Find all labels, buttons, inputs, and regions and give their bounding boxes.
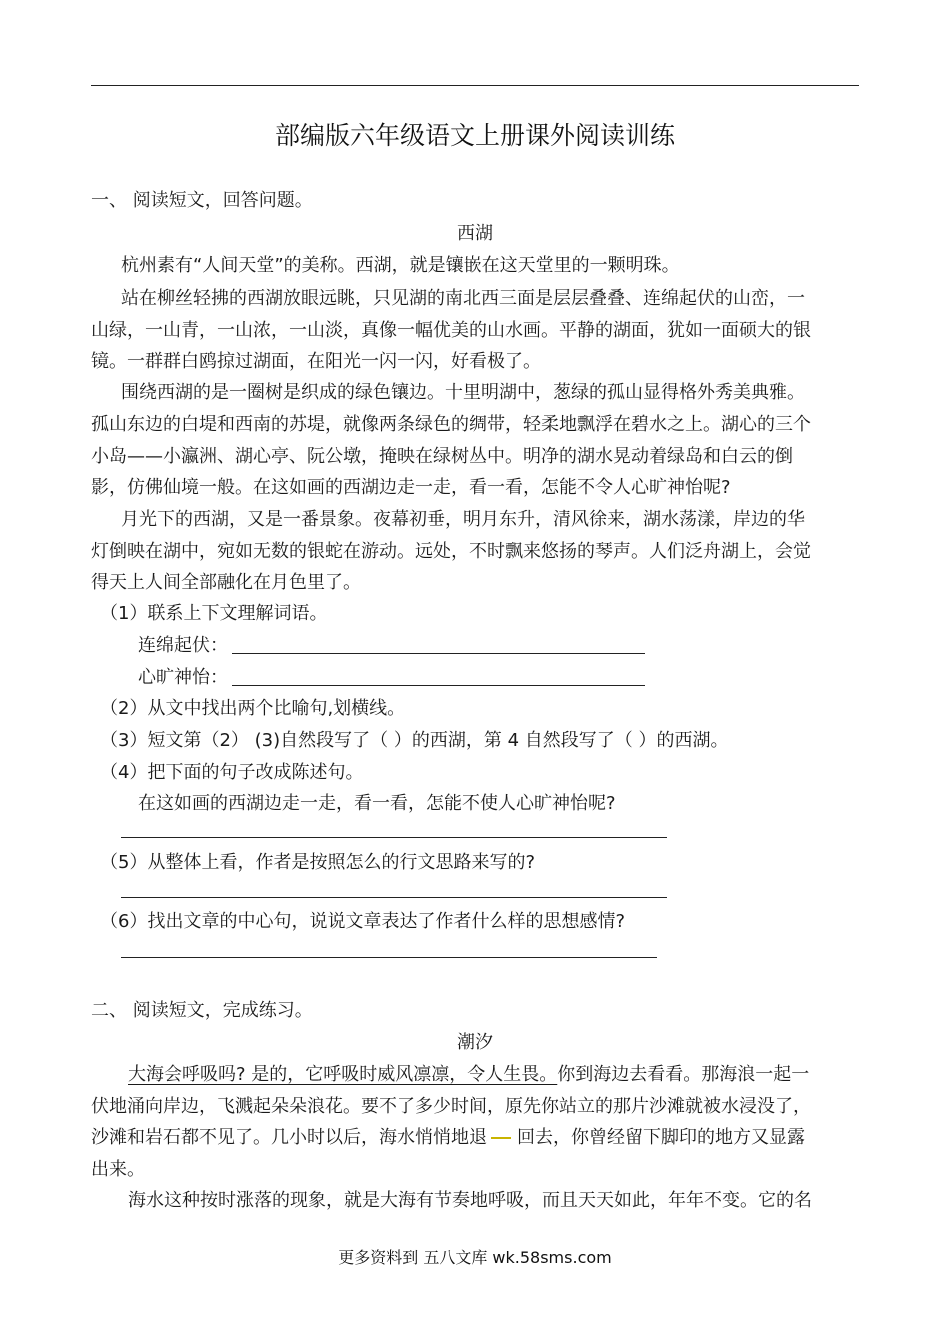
section1-passage-title: 西湖 xyxy=(457,223,493,244)
question-4: （4）把下面的句子改成陈述句。 xyxy=(100,762,364,783)
question-2: （2）从文中找出两个比喻句,划横线。 xyxy=(100,698,406,719)
footer: 更多资料到 五八文库 wk.58sms.com xyxy=(338,1248,612,1267)
passage-line: 月光下的西湖，又是一番景象。夜幕初垂，明月东升，清风徐来，湖水荡漾，岸边的华 xyxy=(121,509,805,530)
answer-line-5[interactable] xyxy=(121,897,667,898)
passage-line: 出来。 xyxy=(91,1159,145,1180)
document-title: 部编版六年级语文上册课外阅读训练 xyxy=(274,121,675,150)
answer-line-1b[interactable] xyxy=(232,685,645,686)
question-1b-label: 心旷神怡： xyxy=(138,667,228,688)
question-1: （1）联系上下文理解词语。 xyxy=(100,603,328,624)
passage-line: 围绕西湖的是一圈树是织成的绿色镶边。十里明湖中，葱绿的孤山显得格外秀美典雅。 xyxy=(121,382,805,403)
passage-text: 沙滩和岩石都不见了。几小时以后，海水悄悄地退 xyxy=(91,1127,487,1148)
section2-heading: 二、 阅读短文，完成练习。 xyxy=(91,1000,313,1021)
passage-line xyxy=(91,1123,805,1149)
passage-text: 回去，你曾经留下脚印的地方又显露 xyxy=(517,1127,805,1148)
section1-heading: 一、 阅读短文，回答问题。 xyxy=(91,190,313,211)
underlined-sentence: 大海会呼吸吗? 是的，它呼吸时威风凛凛，令人生畏。 xyxy=(128,1064,558,1085)
answer-line-4[interactable] xyxy=(121,837,667,838)
passage-line: 镜。一群群白鸥掠过湖面，在阳光一闪一闪，好看极了。 xyxy=(91,351,541,372)
passage-line: 海水这种按时涨落的现象，就是大海有节奏地呼吸，而且天天如此，年年不变。它的名 xyxy=(128,1190,812,1211)
question-5: （5）从整体上看，作者是按照怎么的行文思路来写的? xyxy=(100,852,536,873)
passage-line: 站在柳丝轻拂的西湖放眼远眺，只见湖的南北西三面是层层叠叠、连绵起伏的山峦，一 xyxy=(121,288,805,309)
passage-text: 你到海边去看看。那海浪一起一 xyxy=(557,1064,810,1085)
answer-line-6[interactable] xyxy=(121,957,657,958)
passage-line: 灯倒映在湖中，宛如无数的银蛇在游动。远处，不时飘来悠扬的琴声。人们泛舟湖上，会觉 xyxy=(91,541,811,562)
question-6: （6）找出文章的中心句，说说文章表达了作者什么样的思想感情? xyxy=(100,911,626,932)
passage-line: 影，仿佛仙境一般。在这如画的西湖边走一走，看一看，怎能不令人心旷神怡呢? xyxy=(91,477,731,498)
top-rule xyxy=(91,85,859,86)
passage-line: 山绿，一山青，一山浓，一山淡，真像一幅优美的山水画。平静的湖面，犹如一面硕大的银 xyxy=(91,320,811,341)
passage-line: 伏地涌向岸边，飞溅起朵朵浪花。要不了多少时间，原先你站立的那片沙滩就被水浸没了， xyxy=(91,1096,811,1117)
question-3: （3）短文第（2） (3)自然段写了（ ）的西湖，第 4 自然段写了（ ）的西湖。 xyxy=(100,730,729,751)
section2-passage-title: 潮汐 xyxy=(457,1032,493,1053)
passage-line: 孤山东边的白堤和西南的苏堤，就像两条绿色的绸带，轻柔地飘浮在碧水之上。湖心的三个 xyxy=(91,414,811,435)
question-4-sentence: 在这如画的西湖边走一走，看一看，怎能不使人心旷神怡呢? xyxy=(138,793,616,814)
passage-line xyxy=(128,1060,809,1086)
question-1a-label: 连绵起伏： xyxy=(138,635,228,656)
passage-line: 得天上人间全部融化在月色里了。 xyxy=(91,572,361,593)
answer-line-1a[interactable] xyxy=(232,653,645,654)
highlight-mark xyxy=(491,1137,511,1139)
passage-line: 杭州素有“人间天堂”的美称。西湖，就是镶嵌在这天堂里的一颗明珠。 xyxy=(121,255,680,276)
passage-line: 小岛——小瀛洲、湖心亭、阮公墩，掩映在绿树丛中。明净的湖水晃动着绿岛和白云的倒 xyxy=(91,446,793,467)
